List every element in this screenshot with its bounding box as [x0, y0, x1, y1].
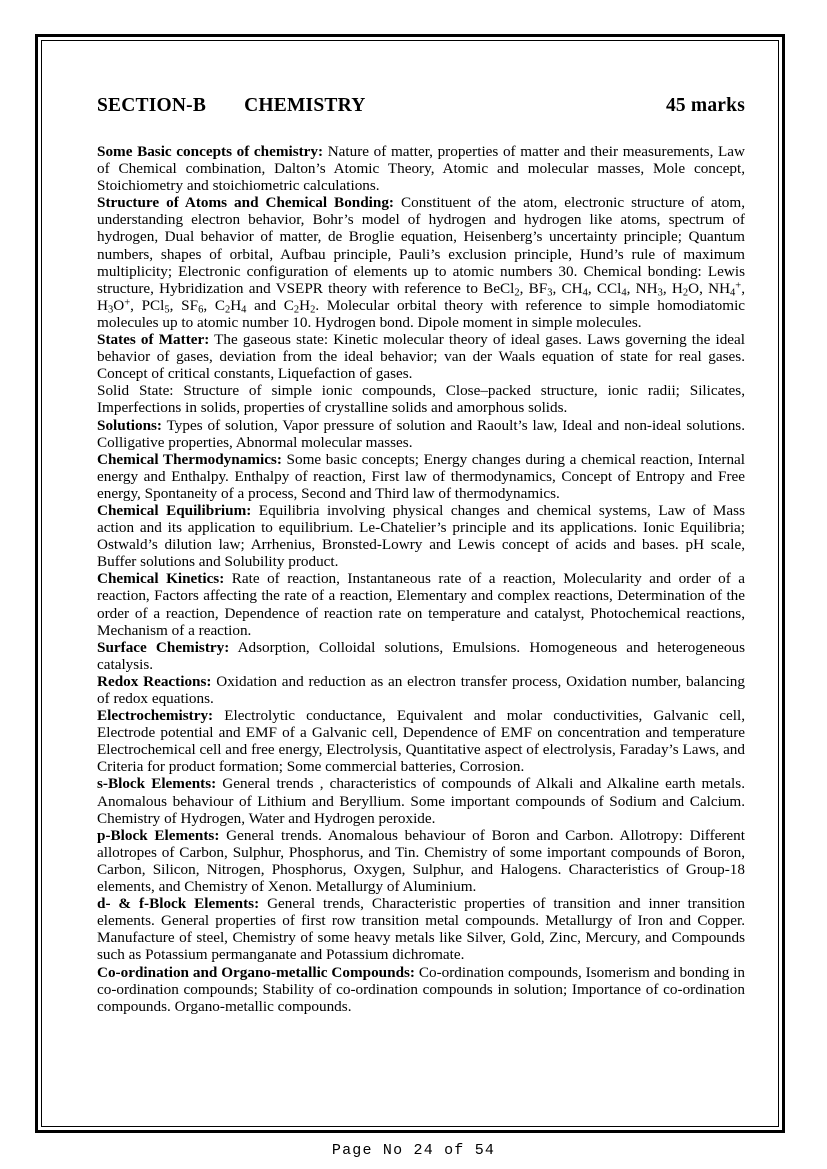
- topic-body: Adsorption, Colloidal solutions, Emulsions. Homogeneous and heterogeneous catalysis.: [97, 638, 746, 673]
- topic-body: Equilibria involving physical changes and chemical systems, Law of Mass action and its application to equilibrium. Le-Chatelier’s principle and its applications. Ionic Equilibria; Ostwald’s dilution law; Arrhenius, Bronsted-Lowry and Lewis concept of acids and bases. pH scale, Buffer solutions and Solubility product.: [97, 501, 745, 571]
- topic-chemical-thermodynamics: [97, 451, 745, 502]
- topic-structure-of-atoms-and-chemical-bonding: [97, 194, 745, 331]
- topic-term: p-Block Elements:: [97, 826, 220, 844]
- topic-chemical-equilibrium: [97, 502, 745, 570]
- chemical-formula: PCl$_5$: [141, 296, 170, 316]
- topic-term: Chemical Kinetics:: [97, 570, 225, 588]
- topic-body: Nature of matter, properties of matter and their measurements, Law of Chemical combination, Dalton’s Atomic Theory, Atomic and molecular masses, Mole concept, Stoichiometry and stoichiometric calculations.: [97, 143, 746, 195]
- section-label: SECTION-B: [97, 95, 207, 116]
- topic-some-basic-concepts: [97, 143, 745, 194]
- topic-body: General trends, Characteristic properties of transition and inner transition elements. General properties of first row transition metal compounds. Metallurgy of Iron and Copper. Manufacture of steel, Chemistry of some heavy metals like Silver, Gold, Zinc, Mercury, and Compounds such as Potassium permanganate and Potassium dichromate.: [97, 895, 746, 964]
- chemical-formula: $CH_4$: [561, 279, 588, 299]
- topic-body: General trends , characteristics of compounds of Alkali and Alkaline earth metals. Anomalous behaviour of Lithium and Beryllium. Some important compounds of Sodium and Calcium. Chemistry of Hydrogen, Water and Hydrogen peroxide.: [97, 775, 745, 827]
- topic-p-block-elements: [97, 827, 745, 895]
- topic-term: Co-ordination and Organo-metallic Compounds:: [97, 963, 415, 981]
- topic-body: Some basic concepts; Energy changes during a chemical reaction, Internal energy and Enthalpy. Enthalpy of reaction, First law of thermodynamics, Concept of Entropy and Free energy, Spontaneity of a process, Second and Third law of thermodynamics.: [97, 450, 745, 502]
- topic-term: Electrochemistry:: [97, 707, 214, 725]
- topic-term: Chemical Equilibrium:: [97, 501, 252, 519]
- topic-solutions: [97, 417, 745, 451]
- topic-body: Solid State: Structure of simple ionic compounds, Close–packed structure, ionic radii; Silicates, Imperfections in solids, properties of crystalline solids and amorphous solids.: [97, 382, 745, 417]
- page-footer: [0, 1142, 827, 1159]
- chemical-formula: $C_2H_2$: [283, 296, 316, 316]
- topic-term: d- & f-Block Elements:: [97, 895, 260, 913]
- topic-redox-reactions: [97, 673, 745, 707]
- document-content: [97, 95, 745, 1015]
- topic-body: Rate of reaction, Instantaneous rate of a reaction, Molecularity and order of a reaction, Factors affecting the rate of a reaction, Elementary and complex reactions, Determination of the order of a reaction, Dependence of reaction rate on temperature and catalyst, Photochemical reactions, Mechanism of a reaction.: [97, 570, 745, 639]
- topic-body-part2: Molecular orbital theory with reference to simple homodiatomic molecules up to atomic number 10. Hydrogen bond. Dipole moment in simple molecules.: [97, 296, 746, 331]
- chemical-formula: $NH_4^+$: [708, 279, 742, 299]
- topic-term: Some Basic concepts of chemistry:: [97, 143, 324, 160]
- topic-surface-chemistry: [97, 639, 745, 673]
- chemical-formula: BeCl$_2$: [483, 279, 520, 299]
- chemical-formula: $BF_3$: [528, 279, 553, 299]
- chemical-formula: $SF_6$: [181, 296, 204, 316]
- subject-title: CHEMISTRY: [244, 95, 366, 116]
- section-header-left: [97, 95, 365, 117]
- topic-term: Solutions:: [97, 416, 162, 434]
- topic-s-block-elements: [97, 775, 745, 826]
- topic-body: Oxidation and reduction as an electron transfer process, Oxidation number, balancing of redox equations.: [97, 672, 745, 707]
- topic-coordination-and-organometallic-compounds: [97, 964, 745, 1015]
- topic-electrochemistry: [97, 707, 745, 775]
- chemical-formula: $H_2O$: [671, 279, 700, 299]
- topic-body: Co-ordination compounds, Isomerism and bonding in co-ordination compounds; Stability of co-ordination compounds in solution; Importance of co-ordination compounds. Organo-metallic compounds.: [97, 963, 745, 1015]
- chemical-formula: CCl$_4$: [596, 279, 627, 299]
- chemical-formula-list: BeCl$_2$, $BF_3$, $CH_4$, CCl$_4$, $NH_3$, $H_2O$, $NH_4^+$, $H_3O^+$, PCl$_5$, $SF_6$, $C_2H_4$ and $C_2H_2$.: [97, 279, 746, 316]
- chemical-formula: $NH_3$: [635, 279, 663, 299]
- marks-label: 45 marks: [665, 95, 745, 116]
- topic-term: Chemical Thermodynamics:: [97, 450, 282, 468]
- topic-states-of-matter: [97, 331, 745, 382]
- topic-solid-state: [97, 382, 745, 416]
- topic-term: Structure of Atoms and Chemical Bonding:: [97, 194, 394, 212]
- topic-body: General trends. Anomalous behaviour of Boron and Carbon. Allotropy: Different allotropes of Carbon, Sulphur, Phosphorus, and Tin. Chemistry of some important compounds of Boron, Carbon, Silicon, Nitrogen, Phosphorus, Oxygen, Sulphur, and Halogens. Characteristics of Group-18 elements, and Chemistry of Xenon. Metallurgy of Aluminium.: [97, 826, 745, 896]
- chemical-formula: $C_2H_4$: [214, 296, 247, 316]
- topic-d-and-f-block-elements: [97, 895, 745, 963]
- topic-chemical-kinetics: [97, 570, 745, 638]
- topic-term: Redox Reactions:: [97, 672, 212, 690]
- topic-body-part1: Constituent of the atom, electronic structure of atom, understanding electron behavior, Bohr’s model of hydrogen and hydrogen like atoms, spectrum of hydrogen, Dual behavior of matter, de Broglie equation, Heisenberg’s uncertainty principle; Quantum numbers, shapes of orbital, Aufbau principle, Pauli’s exclusion principle, Hund’s rule of maximum multiplicity; Electronic configuration of elements up to atomic numbers 30. Chemical bonding: Lewis structure, Hybridization and VSEPR theory with reference to: [97, 194, 745, 297]
- page-number-label: Page No 24 of 54: [331, 1142, 496, 1159]
- topic-term: Surface Chemistry:: [97, 638, 230, 656]
- topic-body: The gaseous state: Kinetic molecular theory of ideal gases. Laws governing the ideal behavior of gases, deviation from the ideal behavior; van der Waals equation of state for real gases. Concept of critical constants, Liquefaction of gases.: [97, 331, 745, 383]
- topic-body: Types of solution, Vapor pressure of solution and Raoult’s law, Ideal and non-ideal solutions. Colligative properties, Abnormal molecular masses.: [97, 416, 745, 451]
- topic-term: States of Matter:: [97, 331, 210, 349]
- section-header: [97, 95, 745, 117]
- chemical-formula: $H_3O^+$: [97, 296, 131, 316]
- topic-term: s-Block Elements:: [97, 775, 217, 793]
- topic-body: Electrolytic conductance, Equivalent and molar conductivities, Galvanic cell, Electrode potential and EMF of a Galvanic cell, Dependence of EMF on concentration and temperature Electrochemical cell and free energy, Electrolysis, Quantitative aspect of electrolysis, Faraday’s Laws, and Criteria for product formation; Some commercial batteries, Corrosion.: [97, 707, 745, 776]
